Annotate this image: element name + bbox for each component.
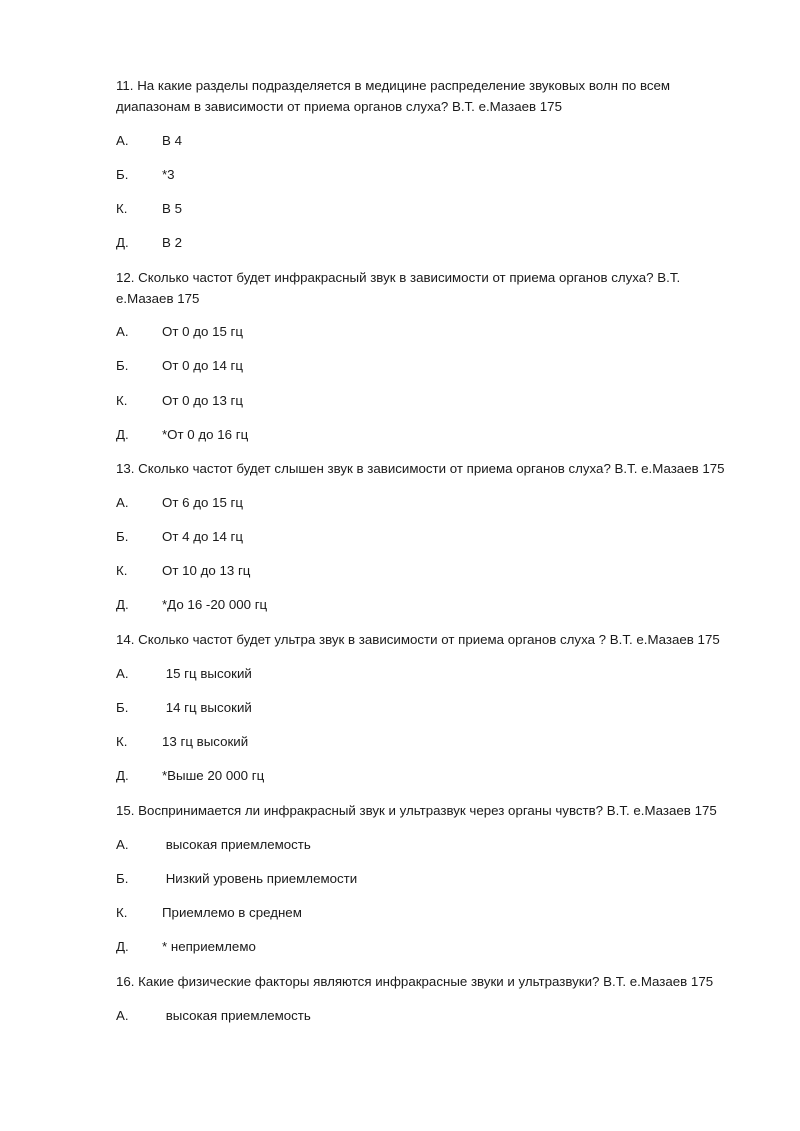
option-text: *До 16 -20 000 гц xyxy=(162,597,268,612)
option-letter: К. xyxy=(116,393,128,408)
question-14: 14. Сколько частот будет ультра звук в зависимости от приема органов слуха ? В.Т. е.Мазаев 175 xyxy=(116,632,720,647)
option-letter: К. xyxy=(116,905,128,920)
option-k xyxy=(116,199,716,219)
option-letter: А. xyxy=(116,495,129,510)
option-k xyxy=(116,561,716,581)
option-letter: К. xyxy=(116,201,128,216)
option-text: 13 гц высокий xyxy=(162,734,249,749)
option-b xyxy=(116,165,716,185)
option-text: От 0 до 15 гц xyxy=(162,324,244,339)
option-a xyxy=(116,835,716,855)
question-12: 12. Сколько частот будет инфракрасный звук в зависимости от приема органов слуха? В.Т. е.Мазаев 175 xyxy=(116,270,681,306)
option-letter: Б. xyxy=(116,167,129,182)
option-text: От 10 до 13 гц xyxy=(162,563,251,578)
option-letter: А. xyxy=(116,324,129,339)
option-letter: А. xyxy=(116,666,129,681)
question-11: 11. На какие разделы подразделяется в медицине распределение звуковых волн по всем диапазонам в зависимости от приема органов слуха? В.Т. е.Мазаев 175 xyxy=(116,78,671,114)
option-k xyxy=(116,391,716,411)
option-text: От 0 до 13 гц xyxy=(162,393,244,408)
option-text: Приемлемо в среднем xyxy=(162,905,302,920)
option-letter: А. xyxy=(116,837,129,852)
option-letter: А. xyxy=(116,133,129,148)
option-text: высокая приемлемость xyxy=(162,1008,311,1023)
option-letter: Б. xyxy=(116,529,129,544)
option-text: В 4 xyxy=(162,133,182,148)
option-k xyxy=(116,732,716,752)
option-d xyxy=(116,233,716,253)
option-text: *От 0 до 16 гц xyxy=(162,427,249,442)
option-text: 15 гц высокий xyxy=(162,666,252,681)
option-d xyxy=(116,595,716,615)
option-text: 14 гц высокий xyxy=(162,700,252,715)
option-text: Низкий уровень приемлемости xyxy=(162,871,358,886)
option-letter: Б. xyxy=(116,871,129,886)
option-letter: А. xyxy=(116,1008,129,1023)
option-letter: Д. xyxy=(116,235,129,250)
option-a xyxy=(116,322,716,342)
option-text: От 0 до 14 гц xyxy=(162,358,244,373)
option-text: В 5 xyxy=(162,201,182,216)
option-letter: К. xyxy=(116,734,128,749)
option-a xyxy=(116,1006,716,1026)
option-text: В 2 xyxy=(162,235,182,250)
option-d xyxy=(116,937,716,957)
option-a xyxy=(116,131,716,151)
option-b xyxy=(116,527,716,547)
option-letter: Д. xyxy=(116,427,129,442)
question-15: 15. Воспринимается ли инфракрасный звук и ультразвук через органы чувств? В.Т. е.Мазаев 175 xyxy=(116,803,717,818)
option-letter: Д. xyxy=(116,768,129,783)
option-text: * неприемлемо xyxy=(162,939,256,954)
option-b xyxy=(116,869,716,889)
option-k xyxy=(116,903,716,923)
option-letter: Б. xyxy=(116,358,129,373)
option-a xyxy=(116,493,716,513)
question-13: 13. Сколько частот будет слышен звук в зависимости от приема органов слуха? В.Т. е.Мазаев 175 xyxy=(116,461,725,476)
option-d xyxy=(116,766,716,786)
option-b xyxy=(116,356,716,376)
option-letter: Д. xyxy=(116,939,129,954)
option-letter: К. xyxy=(116,563,128,578)
option-letter: Д. xyxy=(116,597,129,612)
option-text: От 4 до 14 гц xyxy=(162,529,244,544)
option-letter: Б. xyxy=(116,700,129,715)
option-text: От 6 до 15 гц xyxy=(162,495,244,510)
option-b xyxy=(116,698,716,718)
option-text: *3 xyxy=(162,167,175,182)
option-text: *Выше 20 000 гц xyxy=(162,768,265,783)
question-16: 16. Какие физические факторы являются инфракрасные звуки и ультразвуки? В.Т. е.Мазаев 175 xyxy=(116,974,714,989)
option-a xyxy=(116,664,716,684)
option-d xyxy=(116,425,716,445)
option-text: высокая приемлемость xyxy=(162,837,311,852)
